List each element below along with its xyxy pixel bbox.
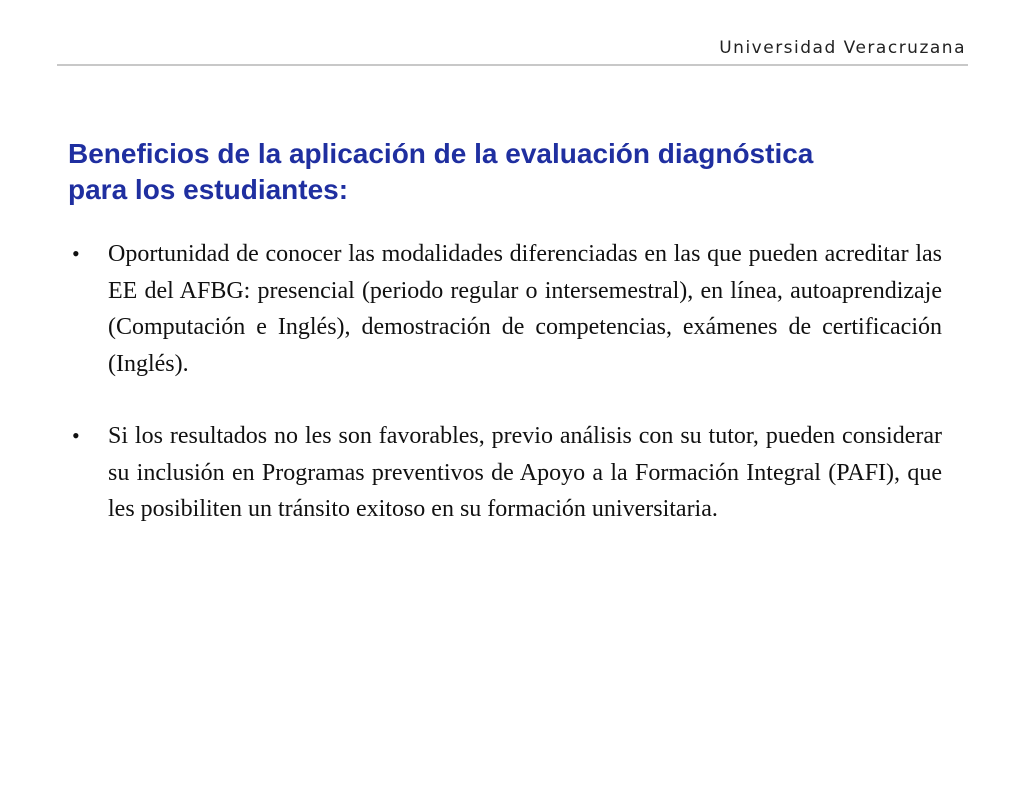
institution-header: Universidad Veracruzana [719,38,966,58]
bullet-dot-icon: • [72,423,80,448]
bullet-item-modalities [68,236,942,382]
bullet-dot-icon: • [72,241,80,266]
slide-title-line-1: Beneficios de la aplicación de la evaluación diagnóstica [68,138,814,169]
bullet-item-pafi [68,418,942,528]
header-divider [57,64,968,66]
slide-title [68,136,928,208]
bullet-text: Si los resultados no les son favorables, previo análisis con su tutor, pueden considerar su inclusión en Programas preventivos de Apoyo a la Formación Integral (PAFI), que les posibiliten un tránsito exitoso en su formación universitaria. [108,423,942,522]
slide-title-line-2: para los estudiantes: [68,174,349,205]
bullet-text: Oportunidad de conocer las modalidades diferenciadas en las que pueden acreditar las EE del AFBG: presencial (periodo regular o intersemestral), en línea, autoaprendizaje (Computación e Inglés), demostración de competencias, exámenes de certificación (Inglés). [108,241,942,377]
bullet-list [68,236,942,564]
